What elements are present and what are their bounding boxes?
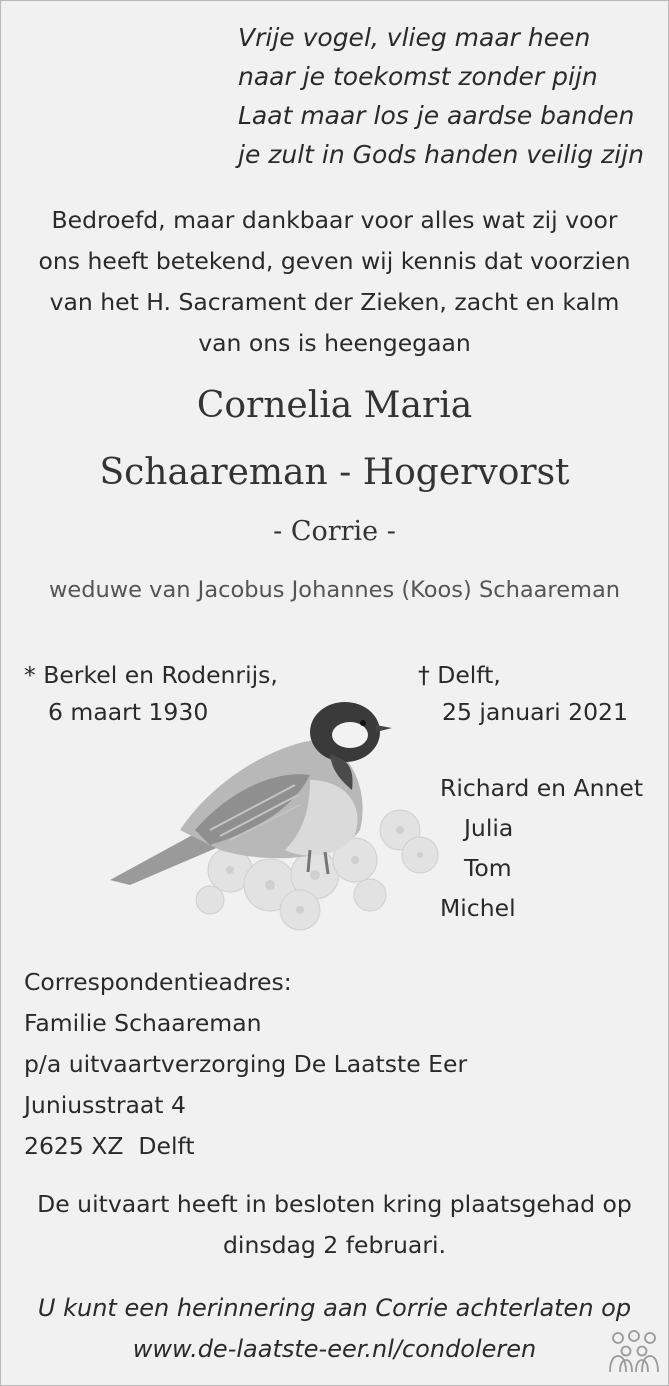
family-member: Julia [464, 814, 514, 842]
intro-line: van ons is heengegaan [198, 329, 471, 357]
family-member: Tom [464, 854, 512, 882]
deceased-name-first: Cornelia Maria [196, 385, 473, 426]
intro-line: van het H. Sacrament der Zieken, zacht en kalm [49, 288, 620, 316]
family-member: Michel [440, 894, 516, 922]
address-line: p/a uitvaartverzorging De Laatste Eer [24, 1050, 468, 1078]
poem-line: Vrije vogel, vlieg maar heen [238, 23, 591, 52]
family-member: Richard en Annet [440, 774, 644, 802]
funeral-line: dinsdag 2 februari. [223, 1231, 446, 1259]
address-line: Familie Schaareman [24, 1009, 262, 1037]
address-line: Juniusstraat 4 [24, 1091, 186, 1119]
poem-line: je zult in Gods handen veilig zijn [238, 140, 644, 169]
birth-place: * Berkel en Rodenrijs, [24, 661, 278, 689]
family-list [440, 768, 643, 928]
birth-date: 6 maart 1930 [48, 698, 209, 726]
address-line: 2625 XZ Delft [24, 1132, 195, 1160]
deceased-name-last: Schaareman - Hogervorst [99, 452, 570, 493]
death-date: 25 januari 2021 [442, 698, 628, 726]
online-condolence [0, 1288, 669, 1370]
intro-line: Bedroefd, maar dankbaar voor alles wat zij voor [51, 206, 618, 234]
people-group-logo-icon [606, 1330, 662, 1374]
condolence-text: U kunt een herinnering aan Corrie achterlaten op [37, 1294, 632, 1322]
funeral-line: De uitvaart heeft in besloten kring plaatsgehad op [37, 1190, 632, 1218]
death-place: † Delft, [418, 661, 501, 689]
address-line: Correspondentieadres: [24, 968, 292, 996]
poem-line: naar je toekomst zonder pijn [238, 62, 598, 91]
widow-of-line: weduwe van Jacobus Johannes (Koos) Schaareman [48, 577, 620, 603]
bird-icon [70, 680, 500, 950]
poem [238, 18, 644, 174]
funeral-notice [0, 1184, 669, 1266]
poem-line: Laat maar los je aardse banden [238, 101, 635, 130]
condolence-url[interactable]: www.de-laatste-eer.nl/condoleren [132, 1335, 537, 1363]
deceased-nickname: - Corrie - [273, 516, 396, 547]
intro-line: ons heeft betekend, geven wij kennis dat voorzien [38, 247, 631, 275]
correspondence-address [24, 962, 467, 1167]
intro-text [0, 200, 669, 364]
